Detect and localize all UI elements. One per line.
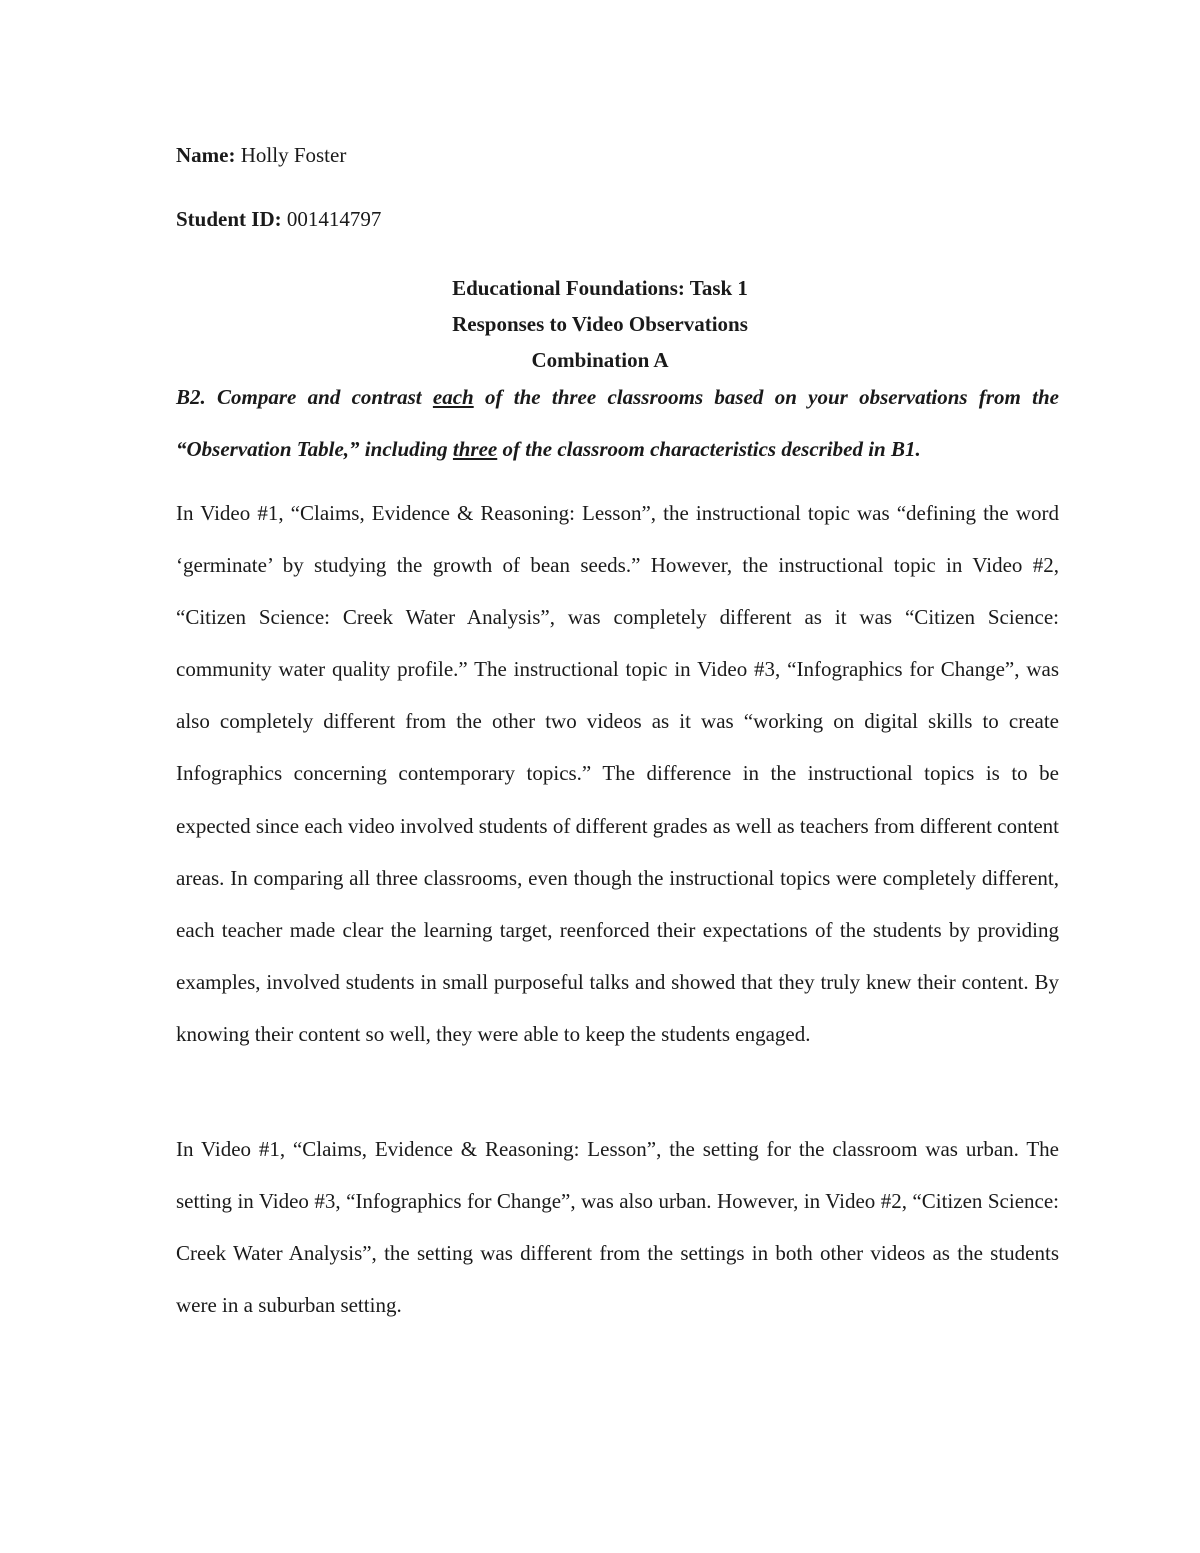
prompt-text-3: of the classroom characteristics described in B1. <box>497 437 921 461</box>
combination-label: Combination A <box>531 348 669 372</box>
student-id-line <box>176 206 381 232</box>
prompt-underline-each: each <box>432 385 474 409</box>
student-id-value: 001414797 <box>286 207 382 231</box>
name-label: Name: <box>176 143 236 167</box>
name-line <box>176 142 346 168</box>
document-title-block <box>176 270 1024 378</box>
student-id-label: Student ID: <box>176 207 282 231</box>
prompt-underline-three: three <box>452 437 498 461</box>
name-value: Holly Foster <box>240 143 347 167</box>
assignment-subtitle: Responses to Video Observations <box>452 312 748 336</box>
prompt-text-2: of the three classrooms based on your observations from the “Observation Table,” including <box>176 385 1059 461</box>
body-paragraph: In Video #1, “Claims, Evidence & Reasoning: Lesson”, the instructional topic was “defining the word ‘germinate’ by studying the growth of bean seeds.” However, the instructional topic in Video #2, “Citizen Science: Creek Water Analysis”, was completely different as it was “Citizen Science: community water quality profile.” The instructional topic in Video #3, “Infographics for Change”, was also completely different from the other two videos as it was “working on digital skills to create Infographics concerning contemporary topics.” The difference in the instructional topics is to be expected since each video involved students of different grades as well as teachers from different content areas. In comparing all three classrooms, even though the instructional topics were completely different, each teacher made clear the learning target, reenforced their expectations of the students by providing examples, involved students in small purposeful talks and showed that they truly knew their content. By knowing their content so well, they were able to keep the students engaged. <box>176 501 1059 1046</box>
prompt-question <box>176 371 1059 475</box>
body-paragraph: In Video #1, “Claims, Evidence & Reasoning: Lesson”, the setting for the classroom was urban. The setting in Video #3, “Infographics for Change”, was also urban. However, in Video #2, “Citizen Science: Creek Water Analysis”, the setting was different from the settings in both other videos as the students were in a suburban setting. <box>176 1137 1059 1318</box>
course-title: Educational Foundations: Task 1 <box>452 276 748 300</box>
prompt-text-1: B2. Compare and contrast <box>176 385 433 409</box>
